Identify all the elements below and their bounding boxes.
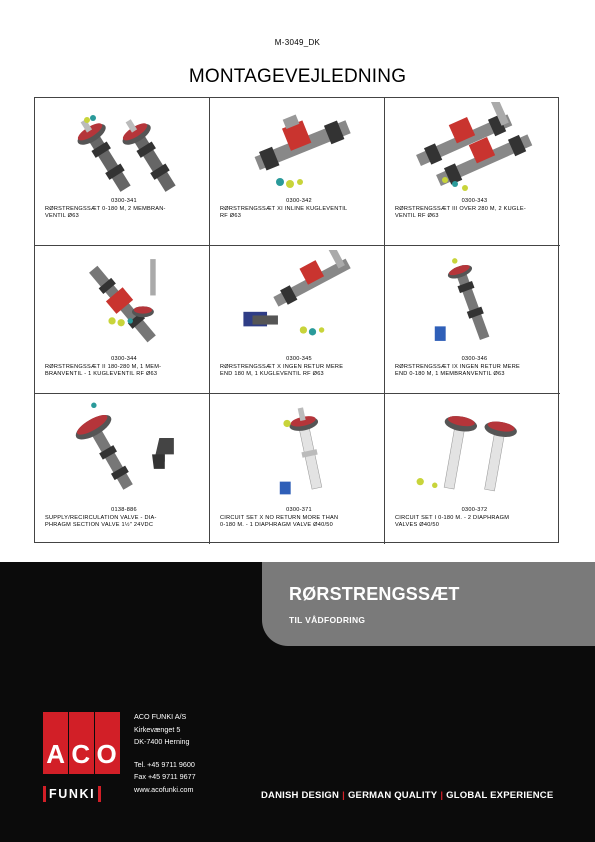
company-address xyxy=(134,711,196,797)
logo-letters xyxy=(43,739,120,770)
tagline-separator: | xyxy=(440,790,444,801)
product-caption xyxy=(220,356,378,379)
document-code: M-3049_DK xyxy=(274,38,321,47)
product-code: 0300-371 xyxy=(286,507,312,513)
tagline-part: GLOBAL EXPERIENCE xyxy=(446,790,554,801)
product-description: CIRCUIT SET X NO RETURN MORE THAN xyxy=(220,514,339,521)
diaphragm-section-valve-icon xyxy=(45,398,200,498)
circuit-set-twin-diaphragm-icon xyxy=(395,398,550,498)
tagline-part: DANISH DESIGN xyxy=(261,790,340,801)
product-description-line2: END 0-180 M, 1 MEMBRANVENTIL Ø63 xyxy=(395,371,505,378)
product-caption xyxy=(220,507,378,530)
product-caption xyxy=(395,356,554,379)
product-cell-0300-342 xyxy=(210,98,385,246)
company-name: ACO FUNKI A/S xyxy=(134,712,187,721)
aco-funki-logo xyxy=(43,712,120,802)
telephone: Tel. +45 9711 9600 xyxy=(134,759,195,769)
logo-brand-row xyxy=(43,786,120,802)
product-description-line2: VALVES Ø40/50 xyxy=(395,522,440,529)
logo-bar-left xyxy=(43,786,46,802)
product-cell-0300-372 xyxy=(385,394,560,544)
product-description: RØRSTRENGSSÆT XI INLINE KUGLEVENTIL xyxy=(220,205,348,212)
product-caption xyxy=(45,198,203,221)
product-description-line2: PHRAGM SECTION VALVE 1½" 24VDC xyxy=(45,522,154,529)
product-grid xyxy=(34,97,559,543)
product-description-line2: BRANVENTIL - 1 KUGLEVENTIL RF Ø63 xyxy=(45,371,158,378)
page-title: MONTAGEVEJLEDNING xyxy=(188,66,407,87)
logo-brand: FUNKI xyxy=(49,787,96,801)
product-code: 0300-341 xyxy=(111,198,137,204)
product-description: RØRSTRENGSSÆT III OVER 280 M, 2 KUGLE- xyxy=(395,205,526,212)
product-description-line2: VENTIL Ø63 xyxy=(45,213,80,220)
tagline xyxy=(261,790,553,801)
website-link[interactable]: www.acofunki.com xyxy=(134,784,194,794)
product-description-line2: 0-180 M. - 1 DIAPHRAGM VALVE Ø40/50 xyxy=(220,522,333,529)
product-caption xyxy=(395,507,554,530)
product-description: RØRSTRENGSSÆT X INGEN RETUR MERE xyxy=(220,363,344,370)
twin-ball-valve-assembly-icon xyxy=(395,102,550,202)
logo-letter: A xyxy=(46,739,65,769)
banner-title: RØRSTRENGSSÆT xyxy=(289,584,460,604)
tagline-part: GERMAN QUALITY xyxy=(347,790,438,801)
product-cell-0300-341 xyxy=(35,98,210,246)
product-description: RØRSTRENGSSÆT 0-180 M, 2 MEMBRAN- xyxy=(45,205,166,212)
product-cell-0300-371 xyxy=(210,394,385,544)
product-description-line2: END 180 M, 1 KUGLEVENTIL RF Ø63 xyxy=(220,371,324,378)
tagline-separator: | xyxy=(342,790,345,801)
banner-subtitle: TIL VÅDFODRING xyxy=(289,615,366,625)
product-code: 0300-344 xyxy=(111,356,137,362)
product-code: 0300-343 xyxy=(461,198,488,204)
no-return-membrane-valve-assembly-icon xyxy=(395,250,550,350)
street: Kirkevænget 5 xyxy=(134,724,181,734)
circuit-set-single-diaphragm-icon xyxy=(220,398,375,498)
product-caption xyxy=(45,507,203,530)
product-code: 0300-346 xyxy=(461,356,488,362)
product-caption xyxy=(220,198,378,221)
product-cell-0300-343 xyxy=(385,98,560,246)
product-caption xyxy=(395,198,554,221)
product-code: 0300-345 xyxy=(286,356,312,362)
product-description: RØRSTRENGSSÆT II 180-280 M, 1 MEM- xyxy=(45,363,162,370)
logo-bar-right xyxy=(98,786,101,802)
logo-letter: C xyxy=(71,739,91,769)
product-code: 0300-372 xyxy=(461,507,488,513)
product-code: 0300-342 xyxy=(286,198,312,204)
product-description: RØRSTRENGSSÆT IX INGEN RETUR MERE xyxy=(395,363,521,370)
product-description: CIRCUIT SET I 0-180 M. - 2 DIAPHRAGM xyxy=(395,514,510,521)
membrane-and-ball-valve-assembly-icon xyxy=(45,250,200,350)
city: DK-7400 Herning xyxy=(134,737,190,747)
inline-ball-valve-assembly-icon xyxy=(220,102,375,202)
product-cell-0300-345 xyxy=(210,246,385,394)
no-return-ball-valve-assembly-icon xyxy=(220,250,375,350)
fax: Fax +45 9711 9677 xyxy=(134,772,196,782)
product-code: 0138-886 xyxy=(111,507,137,513)
product-cell-0300-346 xyxy=(385,246,560,394)
logo-letter: O xyxy=(96,739,117,769)
product-description-line2: VENTIL RF Ø63 xyxy=(395,213,439,220)
product-description-line2: RF Ø63 xyxy=(220,213,242,220)
product-cell-0138-886 xyxy=(35,394,210,544)
twin-membrane-valve-assembly-icon xyxy=(45,102,200,202)
product-description: SUPPLY/RECIRCULATION VALVE - DIA- xyxy=(45,514,157,521)
product-cell-0300-344 xyxy=(35,246,210,394)
product-caption xyxy=(45,356,203,379)
